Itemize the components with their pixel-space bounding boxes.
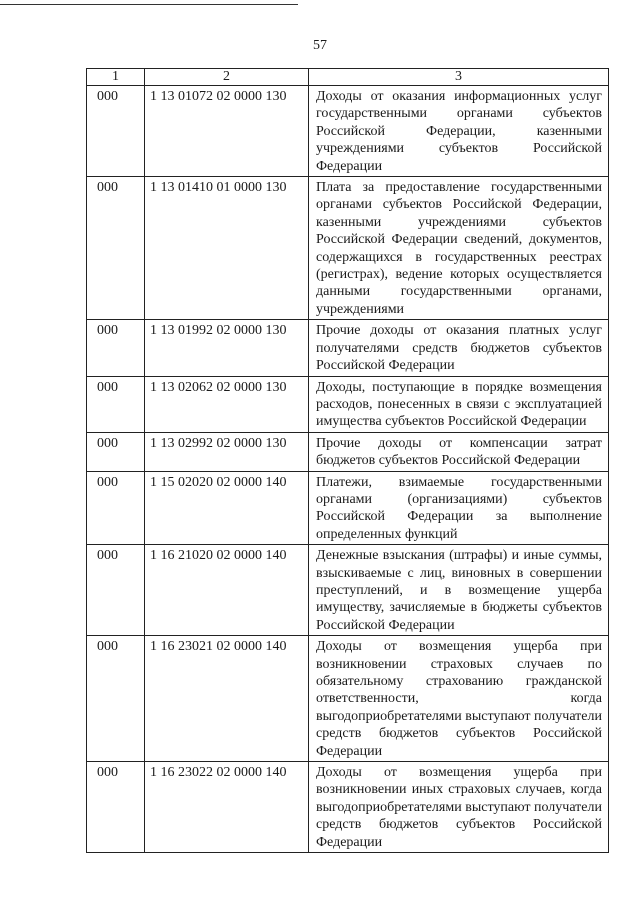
revenue-codes-table — [86, 68, 609, 853]
table-row — [87, 376, 609, 432]
admin-code-cell: 000 — [87, 376, 145, 432]
table-header-row — [87, 69, 609, 86]
budget-code-cell: 1 15 02020 02 0000 140 — [145, 471, 309, 545]
revenue-name-cell: Прочие доходы от компенсации затрат бюджетов субъектов Российской Федерации — [309, 432, 609, 471]
revenue-name-cell: Плата за предоставление государственными органами субъектов Российской Федерации, казенными учреждениями субъектов Российской Федерации сведений, документов, содержащихся в государственных реестрах (регистрах), ведение которых осуществляется данными государственными органами, учреждениями — [309, 177, 609, 320]
revenue-name-cell: Доходы от оказания информационных услуг государственными органами субъектов Российской Федерации, казенными учреждениями субъектов Российской Федерации — [309, 86, 609, 177]
column-header-1: 1 — [87, 69, 145, 86]
table-row — [87, 320, 609, 376]
admin-code-cell: 000 — [87, 320, 145, 376]
table-row — [87, 86, 609, 177]
admin-code-cell: 000 — [87, 432, 145, 471]
budget-code-cell: 1 13 02062 02 0000 130 — [145, 376, 309, 432]
admin-code-cell: 000 — [87, 636, 145, 762]
revenue-name-cell: Денежные взыскания (штрафы) и иные суммы, взыскиваемые с лиц, виновных в совершении преступлений, и в возмещение ущерба имуществу, зачисляемые в бюджеты субъектов Российской Федерации — [309, 545, 609, 636]
revenue-name-cell: Доходы от возмещения ущерба при возникновении страховых случаев по обязательному страхованию гражданской ответственности, когда выгодоприобретателями выступают получатели средств бюджетов субъектов Российской Федерации — [309, 636, 609, 762]
budget-code-cell: 1 16 21020 02 0000 140 — [145, 545, 309, 636]
admin-code-cell: 000 — [87, 545, 145, 636]
table-row — [87, 471, 609, 545]
revenue-name-cell: Платежи, взимаемые государственными органами (организациями) субъектов Российской Федерации за выполнение определенных функций — [309, 471, 609, 545]
table-row — [87, 177, 609, 320]
revenue-name-cell: Доходы, поступающие в порядке возмещения расходов, понесенных в связи с эксплуатацией имущества субъектов Российской Федерации — [309, 376, 609, 432]
column-header-2: 2 — [145, 69, 309, 86]
revenue-name-cell: Доходы от возмещения ущерба при возникновении иных страховых случаев, когда выгодоприобретателями выступают получатели средств бюджетов субъектов Российской Федерации — [309, 762, 609, 853]
table-row — [87, 636, 609, 762]
budget-code-cell: 1 13 01072 02 0000 130 — [145, 86, 309, 177]
budget-code-cell: 1 13 02992 02 0000 130 — [145, 432, 309, 471]
top-rule — [0, 4, 298, 5]
admin-code-cell: 000 — [87, 471, 145, 545]
column-header-3: 3 — [309, 69, 609, 86]
admin-code-cell: 000 — [87, 177, 145, 320]
revenue-name-cell: Прочие доходы от оказания платных услуг получателями средств бюджетов субъектов Российской Федерации — [309, 320, 609, 376]
admin-code-cell: 000 — [87, 762, 145, 853]
budget-code-cell: 1 13 01410 01 0000 130 — [145, 177, 309, 320]
table-row — [87, 762, 609, 853]
table-row — [87, 545, 609, 636]
admin-code-cell: 000 — [87, 86, 145, 177]
page-number: 57 — [313, 38, 327, 53]
table-row — [87, 432, 609, 471]
budget-code-cell: 1 13 01992 02 0000 130 — [145, 320, 309, 376]
budget-code-cell: 1 16 23021 02 0000 140 — [145, 636, 309, 762]
budget-code-cell: 1 16 23022 02 0000 140 — [145, 762, 309, 853]
